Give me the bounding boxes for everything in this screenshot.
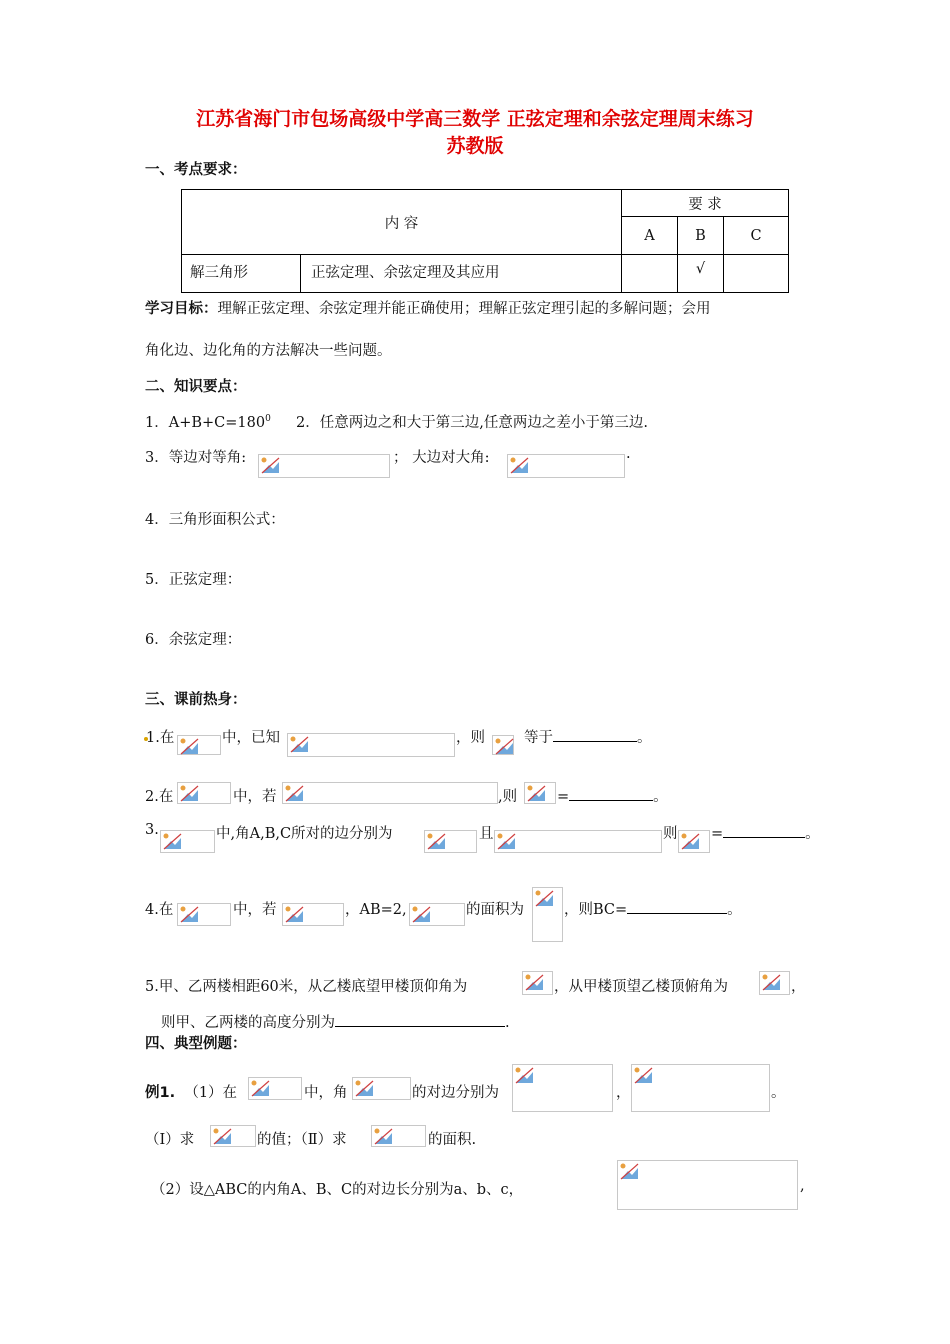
learning-goal — [145, 297, 711, 318]
p3-f-text: 。 — [805, 826, 820, 842]
level-c: C — [724, 217, 789, 255]
p4-a: 4.在 — [145, 902, 174, 918]
formula-image — [512, 1064, 613, 1112]
row-level-b-check: √ — [678, 255, 724, 293]
answer-blank[interactable] — [335, 1026, 505, 1027]
formula-image — [160, 830, 215, 853]
p4-b: 中，若 — [233, 902, 277, 918]
content-header: 内 容 — [182, 190, 622, 255]
formula-image — [177, 903, 231, 926]
learning-goal-line2: 角化边、边化角的方法解决一些问题。 — [145, 343, 392, 359]
requirements-table — [181, 189, 789, 293]
p5-e-text: . — [505, 1015, 510, 1031]
row-level-c — [724, 255, 789, 293]
row-level-a — [622, 255, 678, 293]
knowledge-2: 2．任意两边之和大于第三边,任意两边之差小于第三边. — [296, 415, 648, 431]
p2-d — [557, 785, 668, 806]
ex1-label: 例1. — [145, 1085, 176, 1101]
p1-a: 1.在 — [146, 730, 175, 746]
formula-image — [507, 454, 625, 478]
p2-b: 中，若 — [233, 789, 277, 805]
formula-image — [248, 1077, 302, 1100]
knowledge-1-text: 1．A+B+C=180 — [145, 415, 266, 431]
formula-image — [409, 903, 465, 926]
row-topic: 解三角形 — [182, 255, 301, 293]
section3-heading: 三、课前热身： — [145, 692, 247, 708]
formula-image — [371, 1125, 426, 1147]
knowledge-6: 6．余弦定理： — [145, 632, 242, 648]
ex1-q-b: 的值；（Ⅱ）求 — [257, 1132, 347, 1148]
requirement-header: 要 求 — [622, 190, 789, 217]
ex1-c: 的对边分别为 — [412, 1085, 499, 1101]
p4-c: ，AB=2, — [345, 902, 407, 918]
document-title-line2: 苏教版 — [446, 135, 504, 157]
formula-image — [287, 733, 455, 757]
p4-e — [564, 898, 742, 919]
section1-heading: 一、考点要求： — [145, 162, 247, 178]
p4-d: 的面积为 — [466, 902, 524, 918]
p1-c: ，则 — [456, 730, 485, 746]
formula-image — [492, 735, 514, 755]
formula-image — [424, 830, 477, 853]
ex1-2-b: , — [800, 1178, 805, 1194]
answer-blank[interactable] — [553, 741, 637, 742]
formula-image — [617, 1160, 798, 1210]
degree-superscript: 0 — [265, 414, 271, 425]
ex1-line — [145, 1081, 237, 1102]
p3-c: 且 — [479, 826, 494, 842]
document-title-line1: 江苏省海门市包场高级中学高三数学 正弦定理和余弦定理周末练习 — [196, 108, 754, 130]
p2-e-text: 。 — [653, 789, 668, 805]
p3-e — [711, 822, 820, 843]
p1-d — [524, 726, 652, 747]
knowledge-5: 5．正弦定理： — [145, 572, 242, 588]
p1-d-text: 等于 — [524, 730, 553, 746]
ex1-q-a: （Ⅰ）求 — [145, 1132, 195, 1148]
knowledge-1 — [145, 411, 271, 432]
formula-image — [631, 1064, 770, 1112]
p5-a: 5.甲、乙两楼相距60米，从乙楼底望甲楼顶仰角为 — [145, 979, 468, 995]
formula-image — [352, 1077, 411, 1100]
ex1-a: （1）在 — [184, 1085, 238, 1101]
knowledge-3b: ； 大边对大角: — [393, 450, 490, 466]
p1-e-text: 。 — [637, 730, 652, 746]
p3-b: 中,角A,B,C所对的边分别为 — [216, 826, 393, 842]
ex1-q-c: 的面积. — [428, 1132, 477, 1148]
knowledge-3a: 3．等边对等角: — [145, 450, 247, 466]
p3-d: 则 — [663, 826, 678, 842]
p5-c: ， — [791, 979, 806, 995]
p2-d-text: = — [557, 789, 570, 805]
learning-goal-line1: 理解正弦定理、余弦定理并能正确使用；理解正弦定理引起的多解问题；会用 — [217, 301, 711, 317]
formula-image — [177, 735, 221, 755]
formula-image — [258, 454, 390, 478]
formula-image — [282, 782, 498, 804]
formula-image — [177, 782, 231, 804]
ex1-b: 中，角 — [304, 1085, 348, 1101]
p4-e-text: ，则BC= — [564, 902, 628, 918]
knowledge-3c: . — [626, 446, 631, 462]
answer-blank[interactable] — [627, 913, 727, 914]
formula-image — [522, 971, 553, 995]
p4-f-text: 。 — [727, 902, 742, 918]
p2-a: 2.在 — [145, 789, 174, 805]
p5-d-text: 则甲、乙两楼的高度分别为 — [161, 1015, 335, 1031]
formula-image — [524, 782, 556, 804]
knowledge-4: 4．三角形面积公式： — [145, 512, 285, 528]
section4-heading: 四、典型例题： — [145, 1036, 247, 1052]
level-b: B — [678, 217, 724, 255]
learning-goal-label: 学习目标： — [145, 301, 218, 317]
p5-b: ，从甲楼顶望乙楼顶俯角为 — [554, 979, 728, 995]
p1-b: 中，已知 — [222, 730, 280, 746]
section2-heading: 二、知识要点： — [145, 379, 247, 395]
p5-d — [161, 1011, 510, 1032]
answer-blank[interactable] — [569, 800, 653, 801]
formula-image — [678, 830, 710, 853]
p3-a: 3. — [145, 822, 159, 838]
p2-c: ,则 — [498, 789, 518, 805]
formula-image — [282, 903, 344, 926]
formula-image — [532, 887, 563, 942]
ex1-d: ， — [616, 1085, 631, 1101]
ex1-e: 。 — [771, 1085, 786, 1101]
p3-e-text: = — [711, 826, 724, 842]
formula-image — [210, 1125, 256, 1147]
row-content: 正弦定理、余弦定理及其应用 — [301, 255, 622, 293]
answer-blank[interactable] — [723, 837, 805, 838]
formula-image — [759, 971, 790, 995]
formula-image — [494, 830, 662, 853]
ex1-2-a: （2）设△ABC的内角A、B、C的对边长分别为a、b、c， — [151, 1182, 524, 1198]
level-a: A — [622, 217, 678, 255]
